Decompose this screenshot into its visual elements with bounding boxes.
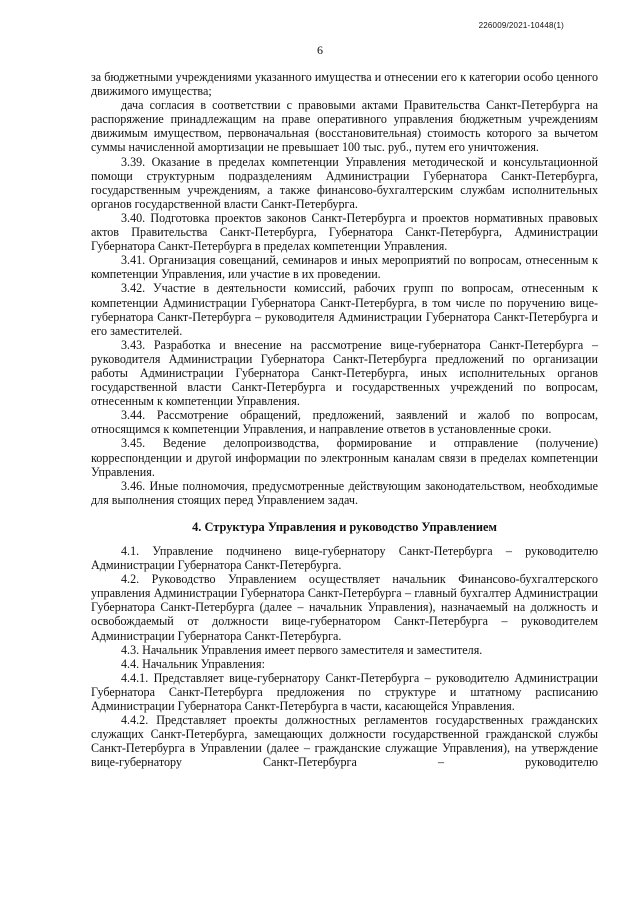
paragraph: 4.1. Управление подчинено вице-губернатору Санкт-Петербурга – руководителю Администрации Губернатора Санкт-Петербурга. — [91, 544, 598, 573]
paragraph: 3.39. Оказание в пределах компетенции Управления методической и консультационной помощи структурным подразделениям Администрации Губернатора Санкт-Петербурга, государственным учреждениям, а также финансово-бухгалтерским службам исполнительных органов государственной власти Санкт-Петербурга. — [91, 154, 598, 211]
paragraph: за бюджетными учреждениями указанного имущества и отнесении его к категории особо ценного движимого имущества; — [91, 70, 598, 99]
paragraph: 3.40. Подготовка проектов законов Санкт-Петербурга и проектов нормативных правовых актов Правительства Санкт-Петербурга, Губернатора Санкт-Петербурга, Администрации Губернатора Санкт-Петербурга в пределах компетенции Управления. — [91, 210, 598, 254]
paragraph: 4.4.1. Представляет вице-губернатору Санкт-Петербурга – руководителю Администрации Губернатора Санкт-Петербурга предложения по структуре и штатному расписанию Администрации Губернатора Санкт-Петербурга в части, касающейся Управления. — [91, 670, 598, 714]
paragraph: 3.45. Ведение делопроизводства, формирование и отправление (получение) корреспонденции и другой информации по электронным каналам связи в пределах компетенции Управления. — [91, 436, 598, 479]
paragraph: 3.44. Рассмотрение обращений, предложений, заявлений и жалоб по вопросам, относящимся к компетенции Управления, и направление ответов в установленные сроки. — [91, 408, 598, 437]
paragraph: 3.41. Организация совещаний, семинаров и иных мероприятий по вопросам, отнесенным к компетенции Управления, или участие в их проведении. — [91, 253, 598, 282]
paragraph: дача согласия в соответствии с правовыми актами Правительства Санкт-Петербурга на распоряжение принадлежащим на праве оперативного управления бюджетным учреждениям движимым имуществом, первоначальная (восстановительная) стоимость которого за вычетом суммы начисленной амортизации не превышает 100 тыс. руб., путем его уничтожения. — [91, 98, 598, 155]
document-body — [91, 70, 598, 770]
paragraph: 4.2. Руководство Управлением осуществляет начальник Финансово-бухгалтерского управления Администрации Губернатора Санкт-Петербурга – главный бухгалтер Администрации Губернатора Санкт-Петербурга (далее – начальник Управления), назначаемый на должность и освобождаемый от должности вице-губернатором Санкт-Петербурга – руководителем Администрации Губернатора Санкт-Петербурга. — [91, 572, 598, 643]
paragraph: 3.43. Разработка и внесение на рассмотрение вице-губернатора Санкт-Петербурга – руководителя Администрации Губернатора Санкт-Петербурга предложений по организации работы Администрации Губернатора Санкт-Петербурга, иных исполнительных органов государственной власти Санкт-Петербурга и государственных учреждений по вопросам, отнесенным к компетенции Управления. — [91, 337, 598, 409]
section-heading: 4. Структура Управления и руководство Управлением — [192, 519, 497, 534]
page-number: 6 — [317, 43, 323, 57]
paragraph: 4.4. Начальник Управления: — [121, 656, 265, 671]
document-number: 226009/2021-10448(1) — [478, 21, 564, 30]
paragraph: 4.4.2. Представляет проекты должностных регламентов государственных гражданских служащих Санкт-Петербурга, замещающих должности государственной гражданской службы Санкт-Петербурга в Управлении (далее – гражданские служащие Управления), на утверждение вице-губернатору Санкт-Петербурга – руководителю — [91, 713, 598, 770]
paragraph: 3.46. Иные полномочия, предусмотренные действующим законодательством, необходимые для выполнения стоящих перед Управлением задач. — [91, 478, 598, 507]
paragraph: 3.42. Участие в деятельности комиссий, рабочих групп по вопросам, отнесенным к компетенции Администрации Губернатора Санкт-Петербурга, в том числе по поручению вице-губернатора Санкт-Петербурга – руководителя Администрации Губернатора Санкт-Петербурга и его заместителей. — [91, 281, 598, 338]
paragraph: 4.3. Начальник Управления имеет первого заместителя и заместителя. — [121, 642, 483, 657]
